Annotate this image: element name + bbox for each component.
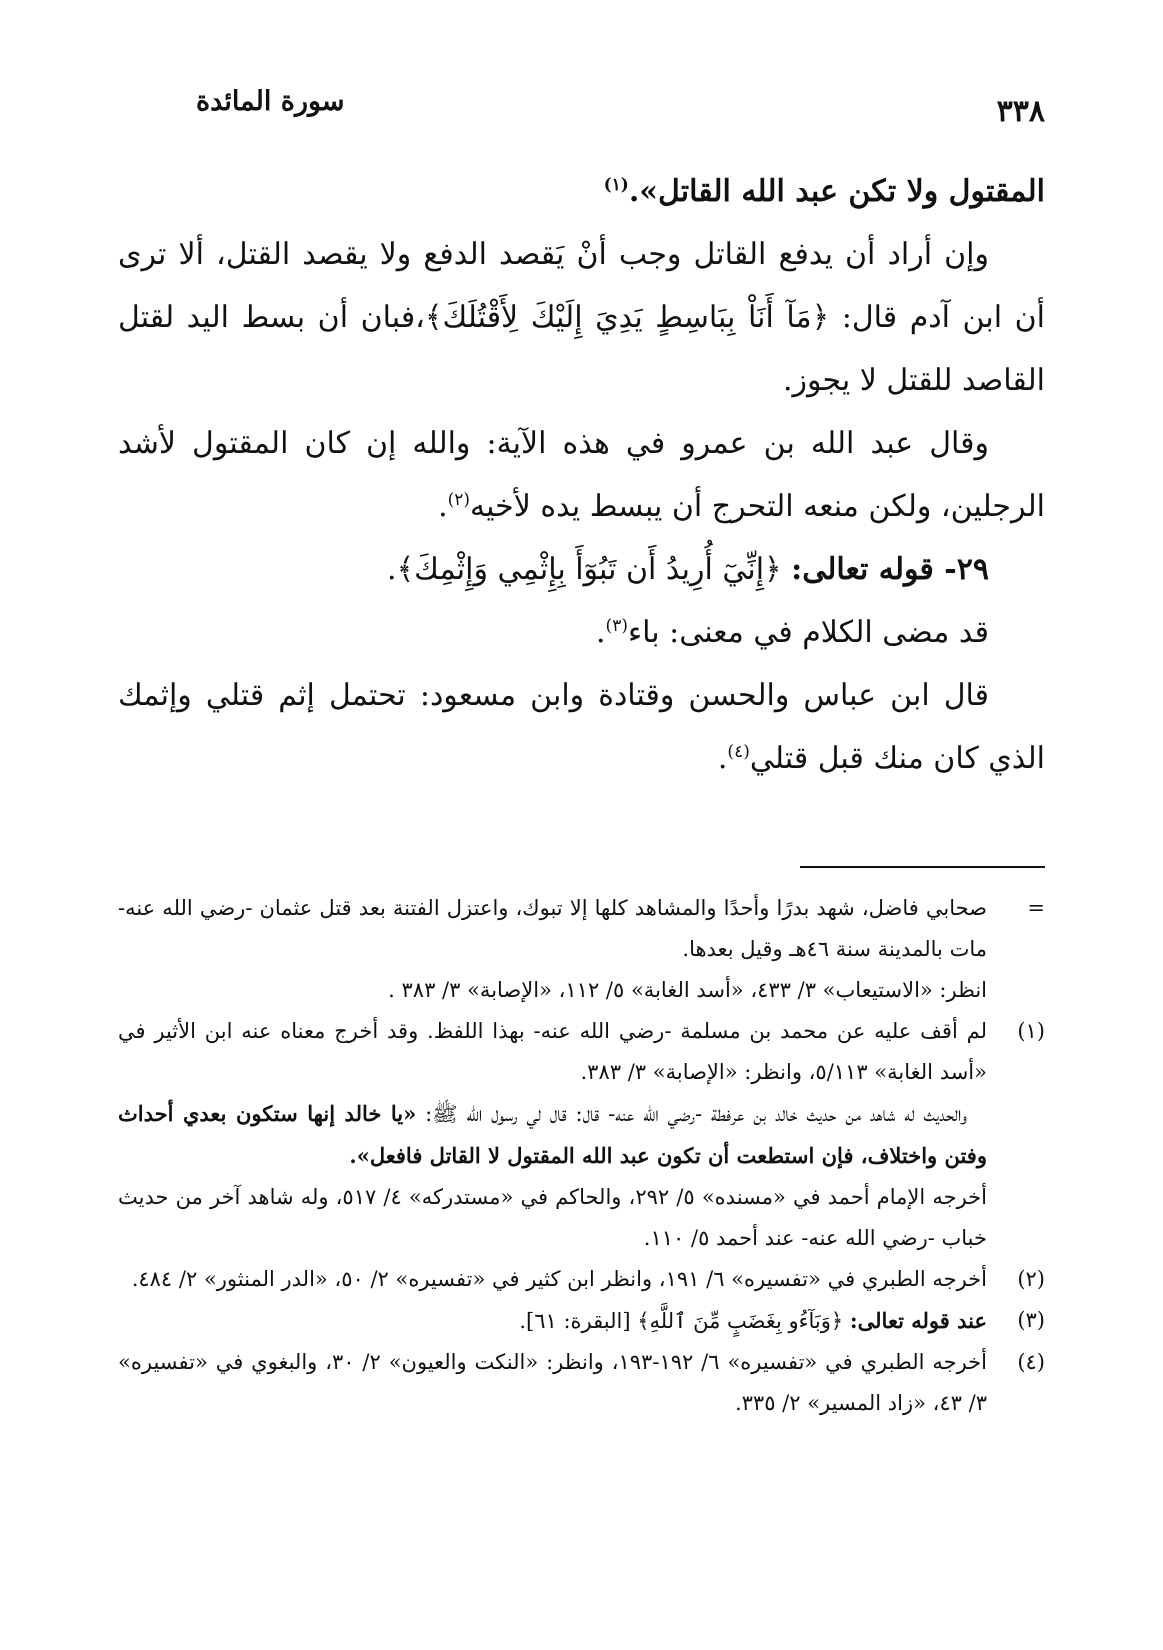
footnote-ref-2[interactable]: (٢) [447, 490, 471, 510]
footnote-1: (١) لم أقف عليه عن محمد بن مسلمة -رضي الله عنه- بهذا اللفظ. وقد أخرج معناه عنه ابن الأثير في «أسد الغابة» ٥/١١٣، وانظر: «الإصابة» ٣/ ٣٨٣. والحديث له شاهد من حديث خالد بن عرفطة -رضي الله عنه- قال: قال لي رسول الله ﷺ: «يا خالد إنها ستكون بعدي أحداث وفتن واختلاف، فإن استطعت أن تكون عبد الله المقتول لا القاتل فافعل». أخرجه الإمام أحمد في «مسنده» ٥/ ٢٩٢، والحاكم في «مستدركه» ٤/ ٥١٧، وله شاهد آخر من حديث خباب -رضي الله عنه- عند أحمد ٥/ ١١٠. [118, 1011, 1045, 1259]
footnote-3: (٣) عند قوله تعالى: ﴿وَبَآءُو بِغَضَبٍ مِّنَ ٱللَّهِ﴾ [البقرة: ٦١]. [118, 1300, 1045, 1342]
footnote-number: (٣) [1017, 1308, 1045, 1332]
paragraph-1: المقتول ولا تكن عبد الله القاتل».$^{(١)}$ [603, 174, 1045, 209]
hadith-text: «يا خالد إنها ستكون بعدي أحداث وفتن واختلاف، فإن استطعت أن تكون عبد الله المقتول لا القاتل فافعل». [118, 1101, 987, 1168]
quran-verse: ﴿مَآ أَنَاْ بِبَاسِطٍ يَدِيَ إِلَيْكَ لِأَقْتُلَكَ﴾ [424, 300, 830, 335]
footnote-separator [800, 866, 1045, 868]
paragraph-3: وقال عبد الله بن عمرو في هذه الآية: والله إن كان المقتول لأشد الرجلين، ولكن منعه التحرج أن يبسط يده لأخيه$^{(٢)}$. [118, 426, 1045, 524]
page-header [118, 80, 1045, 130]
footnote-4: (٤) أخرجه الطبري في «تفسيره» ٦/ ١٩٢-١٩٣، وانظر: «النكت والعيون» ٢/ ٣٠، والبغوي في «تفسيره» ٣/ ٤٣، «زاد المسير» ٢/ ٣٣٥. [118, 1342, 1045, 1424]
verse-heading [118, 538, 1045, 601]
paragraph-5: قال ابن عباس والحسن وقتادة وابن مسعود: تحتمل إثم قتلي وإثمك الذي كان منك قبل قتلي$^{(٤)}$. [118, 678, 1045, 776]
quran-verse: ﴿إِنِّيٓ أُرِيدُ أَن تَبُوٓأَ بِإِثْمِي وَإِثْمِكَ﴾. [387, 552, 782, 587]
footnote-number: (٤) [1017, 1350, 1045, 1374]
quran-verse: ﴿وَبَآءُو بِغَضَبٍ مِّنَ ٱللَّهِ﴾ [637, 1309, 844, 1333]
footnote-continued: = صحابي فاضل، شهد بدرًا وأحدًا والمشاهد كلها إلا تبوك، واعتزل الفتنة بعد قتل عثمان -رضي الله عنه- مات بالمدينة سنة ٤٦هـ وقيل بعدها. انظر: «الاستيعاب» ٣/ ٤٣٣، «أسد الغابة» ٥/ ١١٢، «الإصابة» ٣/ ٣٨٣ . [118, 888, 1045, 1011]
paragraph-4: قد مضى الكلام في معنى: باء$^{(٣)}$. [596, 615, 989, 650]
footnote-number: (٢) [1017, 1267, 1045, 1291]
main-text [118, 160, 1045, 790]
footnote-number: (١) [1017, 1019, 1045, 1043]
paragraph-2: وإن أراد أن يدفع القاتل وجب أنْ يَقصد الدفع ولا يقصد القتل، ألا ترى أن ابن آدم قال: ﴿مَآ أَنَاْ بِبَاسِطٍ يَدِيَ إِلَيْكَ لِأَقْتُلَكَ﴾،فبان أن بسط اليد لقتل القاصد للقتل لا يجوز. [118, 237, 1046, 398]
verse-label: ٢٩- قوله تعالى: [791, 552, 989, 587]
continuation-marker: = [1027, 896, 1045, 920]
footnote-ref-3[interactable]: (٣) [605, 616, 628, 636]
footnote-ref-4[interactable]: (٤) [727, 742, 750, 762]
page-number: ٣٣٨ [996, 94, 1045, 129]
surah-title: سورة المائدة [196, 86, 345, 117]
footnote-ref-1[interactable]: (١) [603, 175, 629, 195]
footnotes [118, 888, 1045, 1424]
footnote-2: (٢) أخرجه الطبري في «تفسيره» ٦/ ١٩١، وانظر ابن كثير في «تفسيره» ٢/ ٥٠، «الدر المنثور» ٢/ ٤٨٤. [118, 1259, 1045, 1300]
